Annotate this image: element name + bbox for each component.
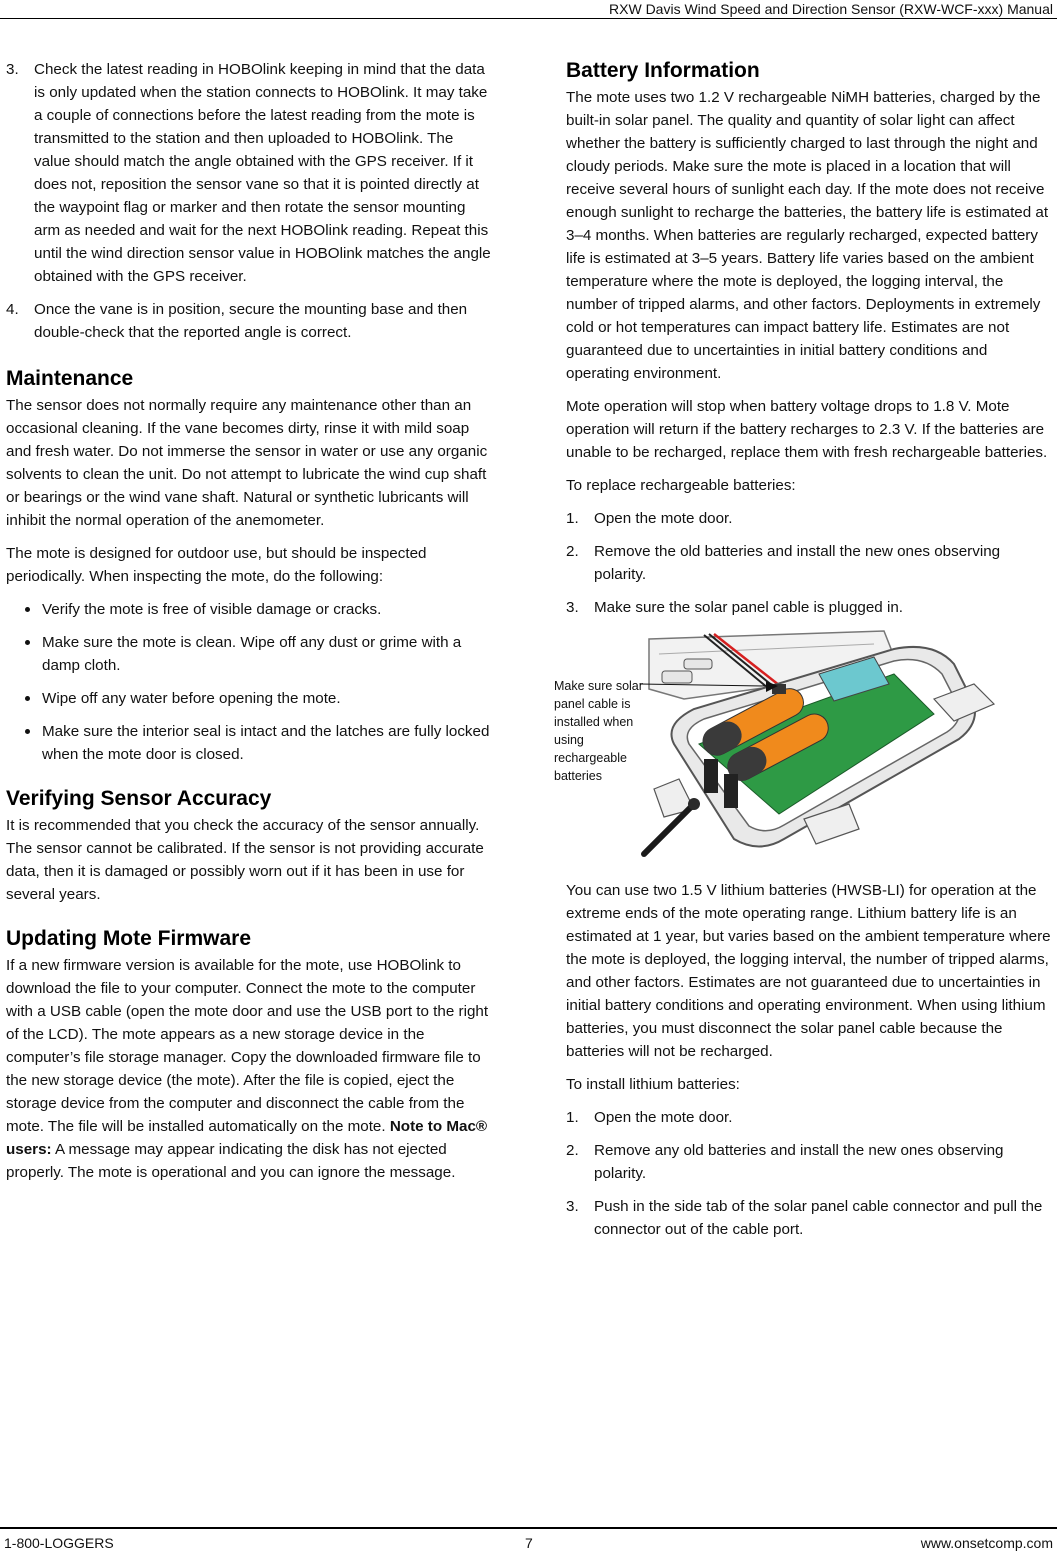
install-intro: To install lithium batteries: <box>566 1076 740 1093</box>
maintenance-heading: Maintenance <box>6 367 134 390</box>
step-number: 3. <box>566 599 579 616</box>
footer-phone: 1-800-LOGGERS <box>4 1535 114 1551</box>
bullet-text: Make sure the mote is clean. Wipe off any dust or grime with a damp cloth. <box>42 634 462 674</box>
mac-note-text: A message may appear indicating the disk has not ejected properly. The mote is operational and you can ignore the message. <box>6 1141 456 1181</box>
list-item <box>566 507 1052 530</box>
manual-title: RXW Davis Wind Speed and Direction Sensor (RXW-WCF-xxx) Manual <box>609 1 1053 17</box>
setup-steps-continued <box>6 58 492 344</box>
bullet-icon <box>25 640 30 645</box>
bullet-icon <box>25 729 30 734</box>
right-column <box>554 58 1052 1251</box>
step-number: 2. <box>566 543 579 560</box>
mac-note-label: Note to Mac® users: <box>6 1118 488 1158</box>
list-item <box>24 720 492 766</box>
list-item <box>566 1195 1052 1241</box>
mote-battery-figure <box>554 629 1040 869</box>
list-item <box>24 687 492 710</box>
list-item <box>24 631 492 677</box>
step-number: 1. <box>566 1109 579 1126</box>
firmware-text: If a new firmware version is available for the mote, use HOBOlink to download the file to your computer. Connect the mote to the computer with a USB cable (open the mote door and use the USB port to the right of the LCD). The mote appears as a new storage device in the computer’s file storage manager. Copy the downloaded firmware file to the new storage device (the mote). After the file is copied, eject the storage device from the computer and disconnect the cable from the mote. The file will be installed automatically on the mote. <box>6 957 489 1135</box>
figure-caption: Make sure solar panel cable is installed when using rechargeable batteries <box>554 679 643 783</box>
step-number: 1. <box>566 510 579 527</box>
bullet-text: Verify the mote is free of visible damage or cracks. <box>42 601 382 618</box>
step-text: Remove the old batteries and install the new ones observing polarity. <box>594 543 1001 583</box>
inspection-bullets <box>24 598 492 766</box>
step-text: Make sure the solar panel cable is plugged in. <box>594 599 904 616</box>
firmware-paragraph <box>6 954 492 1184</box>
inspection-paragraph: The mote is designed for outdoor use, but should be inspected periodically. When inspecting the mote, do the following: <box>6 545 427 585</box>
accuracy-paragraph: It is recommended that you check the accuracy of the sensor annually. The sensor cannot be calibrated. If the sensor is not providing accurate data, then it is damaged or possibly worn out if it has been in use for several years. <box>6 817 484 903</box>
list-item <box>566 596 1052 619</box>
list-item <box>566 1106 1052 1129</box>
bullet-icon <box>25 696 30 701</box>
accuracy-heading: Verifying Sensor Accuracy <box>6 787 272 810</box>
battery-paragraph: The mote uses two 1.2 V rechargeable NiMH batteries, charged by the built-in solar panel. The quality and quantity of solar light can affect whether the battery is sufficiently charged to last through the night and cloudy periods. Make sure the mote is placed in a location that will receive several hours of sunlight each day. If the mote does not receive enough sunlight to recharge the batteries, the battery life is estimated at 3–4 months. When batteries are regularly recharged, expected battery life is estimated at 3–5 years. Battery life varies based on the ambient temperature where the mote is deployed, the logging interval, the number of tripped alarms, and other factors. Deployments in extremely cold or hot temperatures can impact battery life. Estimates are not guaranteed due to uncertainties in initial battery conditions and operating environment. <box>566 89 1049 382</box>
replace-intro: To replace rechargeable batteries: <box>566 477 796 494</box>
step-text: Remove any old batteries and install the new ones observing polarity. <box>594 1142 1004 1182</box>
step-text: Check the latest reading in HOBOlink keeping in mind that the data is only updated when the station connects to HOBOlink. It may take a couple of connections before the latest reading from the mote is transmitted to the station and then uploaded to HOBOlink. The value should match the angle obtained with the GPS receiver. If it does not, reposition the sensor vane so that it is pointed directly at the waypoint flag or marker and then rotate the sensor mounting arm as needed and wait for the next HOBOlink reading. Repeat this until the wind direction sensor value in HOBOlink matches the angle obtained with the GPS receiver. <box>34 61 491 285</box>
firmware-heading: Updating Mote Firmware <box>6 927 252 950</box>
bullet-text: Wipe off any water before opening the mote. <box>42 690 341 707</box>
battery-heading: Battery Information <box>566 59 760 82</box>
step-number: 3. <box>566 1198 579 1215</box>
bullet-text: Make sure the interior seal is intact and the latches are fully locked when the mote door is closed. <box>42 723 490 763</box>
list-item <box>24 598 492 621</box>
list-item <box>6 298 492 344</box>
bullet-icon <box>25 607 30 612</box>
step-number: 2. <box>566 1142 579 1159</box>
footer-website-link[interactable]: www.onsetcomp.com <box>920 1535 1053 1551</box>
step-text: Push in the side tab of the solar panel cable connector and pull the connector out of the cable port. <box>594 1198 1043 1238</box>
install-steps <box>566 1106 1052 1241</box>
page-number: 7 <box>525 1535 533 1551</box>
step-text: Open the mote door. <box>594 510 733 527</box>
step-text: Once the vane is in position, secure the mounting base and then double-check that the reported angle is correct. <box>34 301 468 341</box>
list-item <box>6 58 492 288</box>
step-text: Open the mote door. <box>594 1109 733 1126</box>
step-number: 3. <box>6 61 19 78</box>
maintenance-paragraph: The sensor does not normally require any maintenance other than an occasional cleaning. If the vane becomes dirty, rinse it with mild soap and fresh water. Do not immerse the sensor in water or use any organic solvents to clean the unit. Do not attempt to lubricate the wind cup shaft or bearings or the wind vane shaft. Natural or synthetic lubricants will inhibit the normal operation of the anemometer. <box>6 397 488 529</box>
list-item <box>566 1139 1052 1185</box>
step-number: 4. <box>6 301 19 318</box>
page-footer <box>0 1527 1057 1553</box>
replace-steps <box>566 507 1052 619</box>
voltage-paragraph: Mote operation will stop when battery voltage drops to 1.8 V. Mote operation will return if the battery recharges to 2.3 V. If the batteries are unable to be recharged, replace them with fresh rechargeable batteries. <box>566 398 1048 461</box>
page-header <box>0 0 1057 19</box>
left-column <box>6 58 492 1194</box>
lithium-paragraph: You can use two 1.5 V lithium batteries (HWSB-LI) for operation at the extreme ends of the mote operating range. Lithium battery life is an estimated at 1 year, but varies based on the ambient temperature where the mote is deployed, the logging interval, the number of tripped alarms, and other factors. Estimates are not guaranteed due to uncertainties in initial battery conditions and operating environment. When using lithium batteries, you must disconnect the solar panel cable because the batteries will not be recharged. <box>566 882 1051 1060</box>
list-item <box>566 540 1052 586</box>
